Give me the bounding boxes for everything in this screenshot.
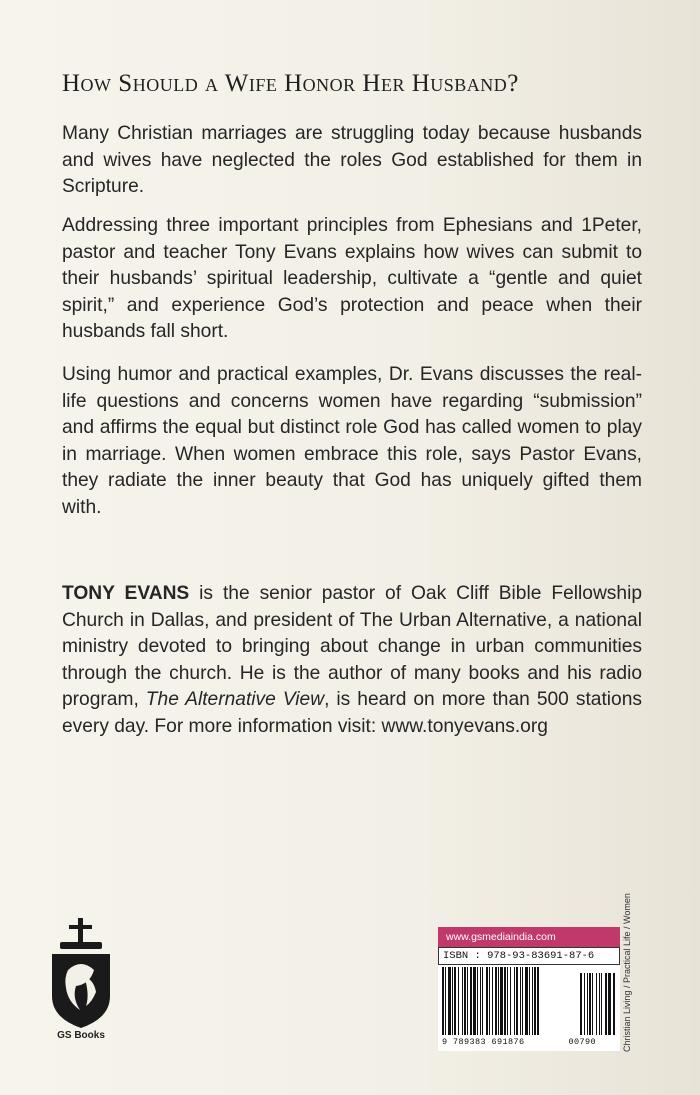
book-question-title: How Should a Wife Honor Her Husband? xyxy=(62,70,519,97)
description-paragraph-3: Using humor and practical examples, Dr. Evans discusses the real-life questions and concerns women have regarding “submission” and affirms the equal but distinct role God has called women to play in marriage. When women embrace this role, says Pastor Evans, they radiate the inner beauty that God has uniquely gifted them with. xyxy=(62,364,642,518)
description-paragraph-2: Addressing three important principles from Ephesians and 1Peter, pastor and teacher Tony Evans explains how wives can submit to their husbands’ spiritual leadership, cultivate a “gentle and quiet spirit,” and experience God’s protection and peace when their husbands fall short. xyxy=(62,215,642,342)
author-bio xyxy=(62,581,642,740)
isbn-label: ISBN : 978-93-83691-87-6 xyxy=(438,947,620,965)
publisher-logo-caption: GS Books xyxy=(57,1030,105,1041)
author-bio-text-2: , is heard on more than 500 stations every day. For more information visit: www.tonyevans.org xyxy=(62,689,642,737)
barcode-number xyxy=(442,1037,618,1047)
author-bio-text-1: is the senior pastor of Oak Cliff Bible Fellowship Church in Dallas, and president of The Urban Alternative, a national ministry devoted to bringing about change in urban communities through the church. He is the author of many books and his radio program, xyxy=(62,583,642,710)
category-label: Christian Living / Practical Life / Women xyxy=(622,893,632,1052)
radio-program-title: The Alternative View xyxy=(145,689,325,710)
price-code: 00790 xyxy=(568,1037,597,1047)
author-name: TONY EVANS xyxy=(62,583,190,604)
isbn-barcode-block xyxy=(438,927,620,1051)
publisher-logo xyxy=(46,918,116,1038)
barcode xyxy=(440,967,618,1039)
publisher-url: www.gsmediaindia.com xyxy=(438,927,620,947)
description-paragraph-1: Many Christian marriages are struggling today because husbands and wives have neglected the roles God established for them in Scripture. xyxy=(62,123,642,197)
barcode-digits: 9 789383 691876 xyxy=(442,1037,525,1047)
